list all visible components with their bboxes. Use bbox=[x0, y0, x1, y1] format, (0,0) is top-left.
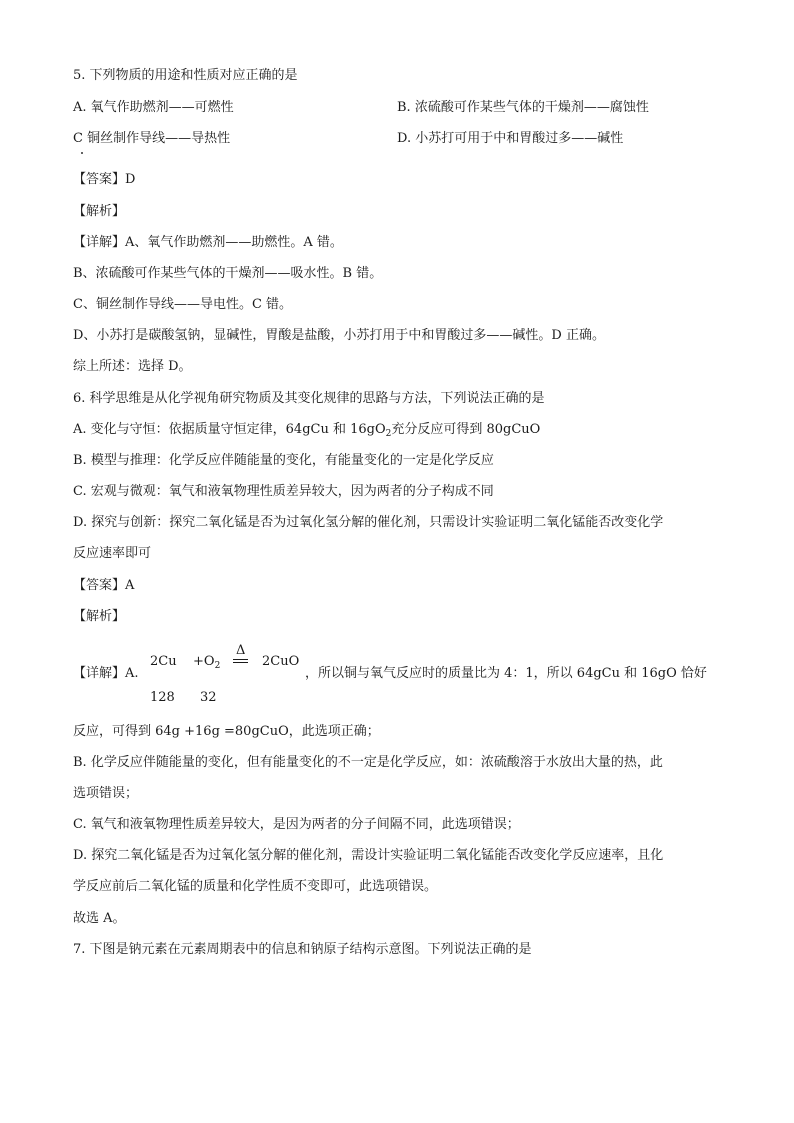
q6-detail-c: C. 氧气和液氧物理性质差异较大，是因为两者的分子间隔不同，此选项错误； bbox=[73, 817, 520, 832]
eq-arrow-line-bottom bbox=[233, 662, 248, 663]
q5-option-a: A. 氧气作助燃剂——可燃性 bbox=[73, 100, 234, 115]
eq-reactant-o: +O bbox=[193, 654, 215, 669]
q6-option-a-post: 充分反应可得到 80gCuO bbox=[391, 422, 541, 437]
eq-heat-symbol: Δ bbox=[236, 643, 246, 658]
q5-answer: 【答案】D bbox=[73, 172, 136, 187]
stray-dot bbox=[81, 152, 83, 154]
q5-detail-a: 【详解】A、氧气作助燃剂——助燃性。A 错。 bbox=[73, 235, 343, 250]
q5-detail-b: B、浓硫酸可作某些气体的干燥剂——吸水性。B 错。 bbox=[73, 266, 383, 281]
q6-option-b: B. 模型与推理：化学反应伴随能量的变化，有能量变化的一定是化学反应 bbox=[73, 453, 494, 468]
eq-arrow-line-top bbox=[233, 659, 248, 660]
q5-option-c: C 铜丝制作导线——导热性 bbox=[73, 131, 231, 146]
q5-stem: 5. 下列物质的用途和性质对应正确的是 bbox=[73, 68, 298, 83]
q6-analysis-heading: 【解析】 bbox=[73, 609, 126, 624]
q6-stem: 6. 科学思维是从化学视角研究物质及其变化规律的思路与方法，下列说法正确的是 bbox=[73, 391, 545, 406]
eq-reactant-o-sub: 2 bbox=[214, 661, 221, 671]
q6-option-a-pre: A. 变化与守恒：依据质量守恒定律，64gCu 和 16gO bbox=[73, 422, 386, 437]
q7-stem: 7. 下图是钠元素在元素周期表中的信息和钠原子结构示意图。下列说法正确的是 bbox=[73, 942, 532, 957]
eq-mass-o2: 32 bbox=[200, 690, 217, 705]
q6-detail-d-line1: D. 探究二氧化锰是否为过氧化氢分解的催化剂，需设计实验证明二氧化锰能否改变化学反应速率，且化 bbox=[73, 848, 664, 863]
q6-detail-b-line2: 选项错误； bbox=[73, 786, 139, 801]
q5-analysis-heading: 【解析】 bbox=[73, 204, 126, 219]
q6-conclusion: 故选 A。 bbox=[73, 911, 126, 926]
eq-reactant-cu: 2Cu bbox=[150, 654, 177, 669]
q6-option-c: C. 宏观与微观：氧气和液氧物理性质差异较大，因为两者的分子构成不同 bbox=[73, 484, 494, 499]
q6-option-d-line1: D. 探究与创新：探究二氧化锰是否为过氧化氢分解的催化剂，只需设计实验证明二氧化锰能否改变化学 bbox=[73, 515, 664, 530]
q5-option-d: D. 小苏打可用于中和胃酸过多——碱性 bbox=[397, 131, 624, 146]
q6-option-a-sub: 2 bbox=[385, 429, 392, 439]
q6-detail-d-line2: 学反应前后二氧化锰的质量和化学性质不变即可，此选项错误。 bbox=[73, 879, 438, 894]
eq-product: 2CuO bbox=[262, 654, 300, 669]
eq-mass-cu: 128 bbox=[150, 690, 175, 705]
q6-detail-a-cont: 反应，可得到 64g +16g =80gCuO，此选项正确； bbox=[73, 724, 380, 739]
q6-option-a bbox=[73, 421, 540, 439]
q5-option-b: B. 浓硫酸可作某些气体的干燥剂——腐蚀性 bbox=[397, 100, 649, 115]
q5-detail-d: D、小苏打是碳酸氢钠，显碱性，胃酸是盐酸，小苏打用于中和胃酸过多——碱性。D 正确。 bbox=[73, 328, 605, 343]
q6-detail-a-text: ，所以铜与氧气反应时的质量比为 4：1，所以 64gCu 和 16gO 恰好 bbox=[305, 666, 707, 681]
eq-reactant-o2 bbox=[193, 654, 220, 670]
q6-detail-b-line1: B. 化学反应伴随能量的变化，但有能量变化的不一定是化学反应，如：浓硫酸溶于水放出大量的热，此 bbox=[73, 755, 663, 770]
q6-answer: 【答案】A bbox=[73, 578, 135, 593]
q6-detail-label: 【详解】A. bbox=[73, 666, 139, 681]
q5-summary: 综上所述：选择 D。 bbox=[73, 359, 192, 374]
q6-option-d-line2: 反应速率即可 bbox=[73, 546, 152, 561]
q5-detail-c: C、铜丝制作导线——导电性。C 错。 bbox=[73, 297, 293, 312]
